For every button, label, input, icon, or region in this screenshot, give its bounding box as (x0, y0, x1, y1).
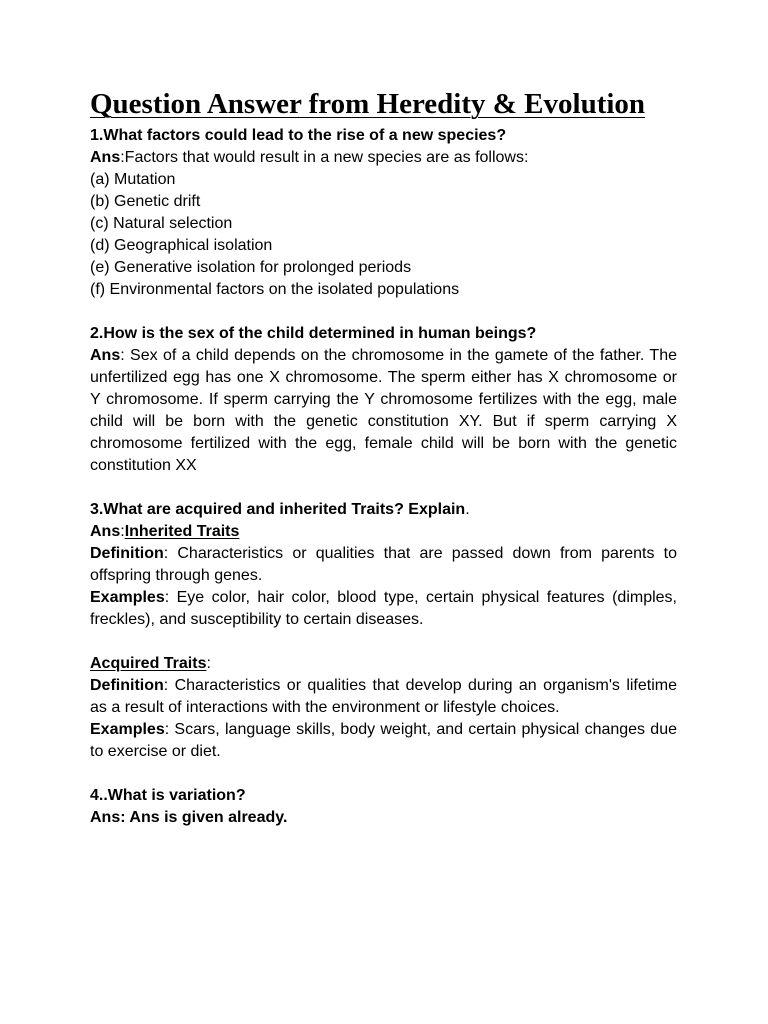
question-3 (90, 499, 677, 521)
question-4-section (90, 785, 677, 829)
answer-2 (90, 345, 677, 477)
list-item: (e) Generative isolation for prolonged periods (90, 259, 412, 276)
list-item: (b) Genetic drift (90, 193, 201, 210)
question-2: 2.How is the sex of the child determined in human beings? (90, 325, 537, 342)
answer-label: Ans (90, 149, 121, 166)
question-3-text: 3.What are acquired and inherited Traits? Explain (90, 501, 466, 518)
answer-1-text: :Factors that would result in a new species are as follows: (120, 149, 529, 166)
question-3-section (90, 499, 677, 763)
inherited-definition (90, 543, 677, 587)
question-1-section (90, 125, 677, 301)
spacer (90, 477, 677, 499)
definition-label: Definition (90, 545, 164, 562)
list-item: (f) Environmental factors on the isolated populations (90, 281, 460, 298)
list-item: (a) Mutation (90, 171, 176, 188)
answer-4: Ans: Ans is given already. (90, 809, 288, 826)
spacer (90, 631, 677, 653)
spacer (90, 301, 677, 323)
acquired-traits-heading-line (90, 653, 677, 675)
question-1: 1.What factors could lead to the rise of a new species? (90, 127, 507, 144)
examples-label: Examples (90, 589, 165, 606)
inherited-traits-heading: Inherited Traits (124, 523, 240, 540)
question-4: 4..What is variation? (90, 787, 246, 804)
answer-2-text: : Sex of a child depends on the chromosome in the gamete of the father. The unfertilized egg has one X chromosome. The sperm either has X chromosome or Y chromosome. If sperm carrying the Y chromosome fertilizes with the egg, male child will be born with the genetic constitution XY. But if sperm carrying X chromosome fertilized with the egg, female child will be born with the genetic constitution XX (90, 347, 677, 474)
answer-3-heading (90, 521, 677, 543)
answer-separator: : (120, 523, 125, 540)
acquired-examples (90, 719, 677, 763)
acquired-examples-text: : Scars, language skills, body weight, and certain physical changes due to exercise or diet. (90, 721, 677, 760)
question-2-section (90, 323, 677, 477)
acquired-heading-colon: : (206, 655, 211, 672)
inherited-examples-text: : Eye color, hair color, blood type, certain physical features (dimples, freckles), and susceptibility to certain diseases. (90, 589, 677, 628)
list-item: (d) Geographical isolation (90, 237, 273, 254)
question-3-period: . (465, 501, 470, 518)
examples-label: Examples (90, 721, 165, 738)
answer-label: Ans (90, 523, 121, 540)
document-page (90, 86, 677, 829)
list-item: (c) Natural selection (90, 215, 233, 232)
acquired-traits-heading: Acquired Traits (90, 655, 207, 672)
document-title: Question Answer from Heredity & Evolution (90, 88, 646, 120)
inherited-definition-text: : Characteristics or qualities that are passed down from parents to offspring through genes. (90, 545, 677, 584)
acquired-definition-text: : Characteristics or qualities that develop during an organism's lifetime as a result of interactions with the environment or lifestyle choices. (90, 677, 677, 716)
spacer (90, 763, 677, 785)
definition-label: Definition (90, 677, 164, 694)
acquired-definition (90, 675, 677, 719)
answer-1-intro (90, 147, 677, 169)
answer-label: Ans (90, 347, 121, 364)
inherited-examples (90, 587, 677, 631)
